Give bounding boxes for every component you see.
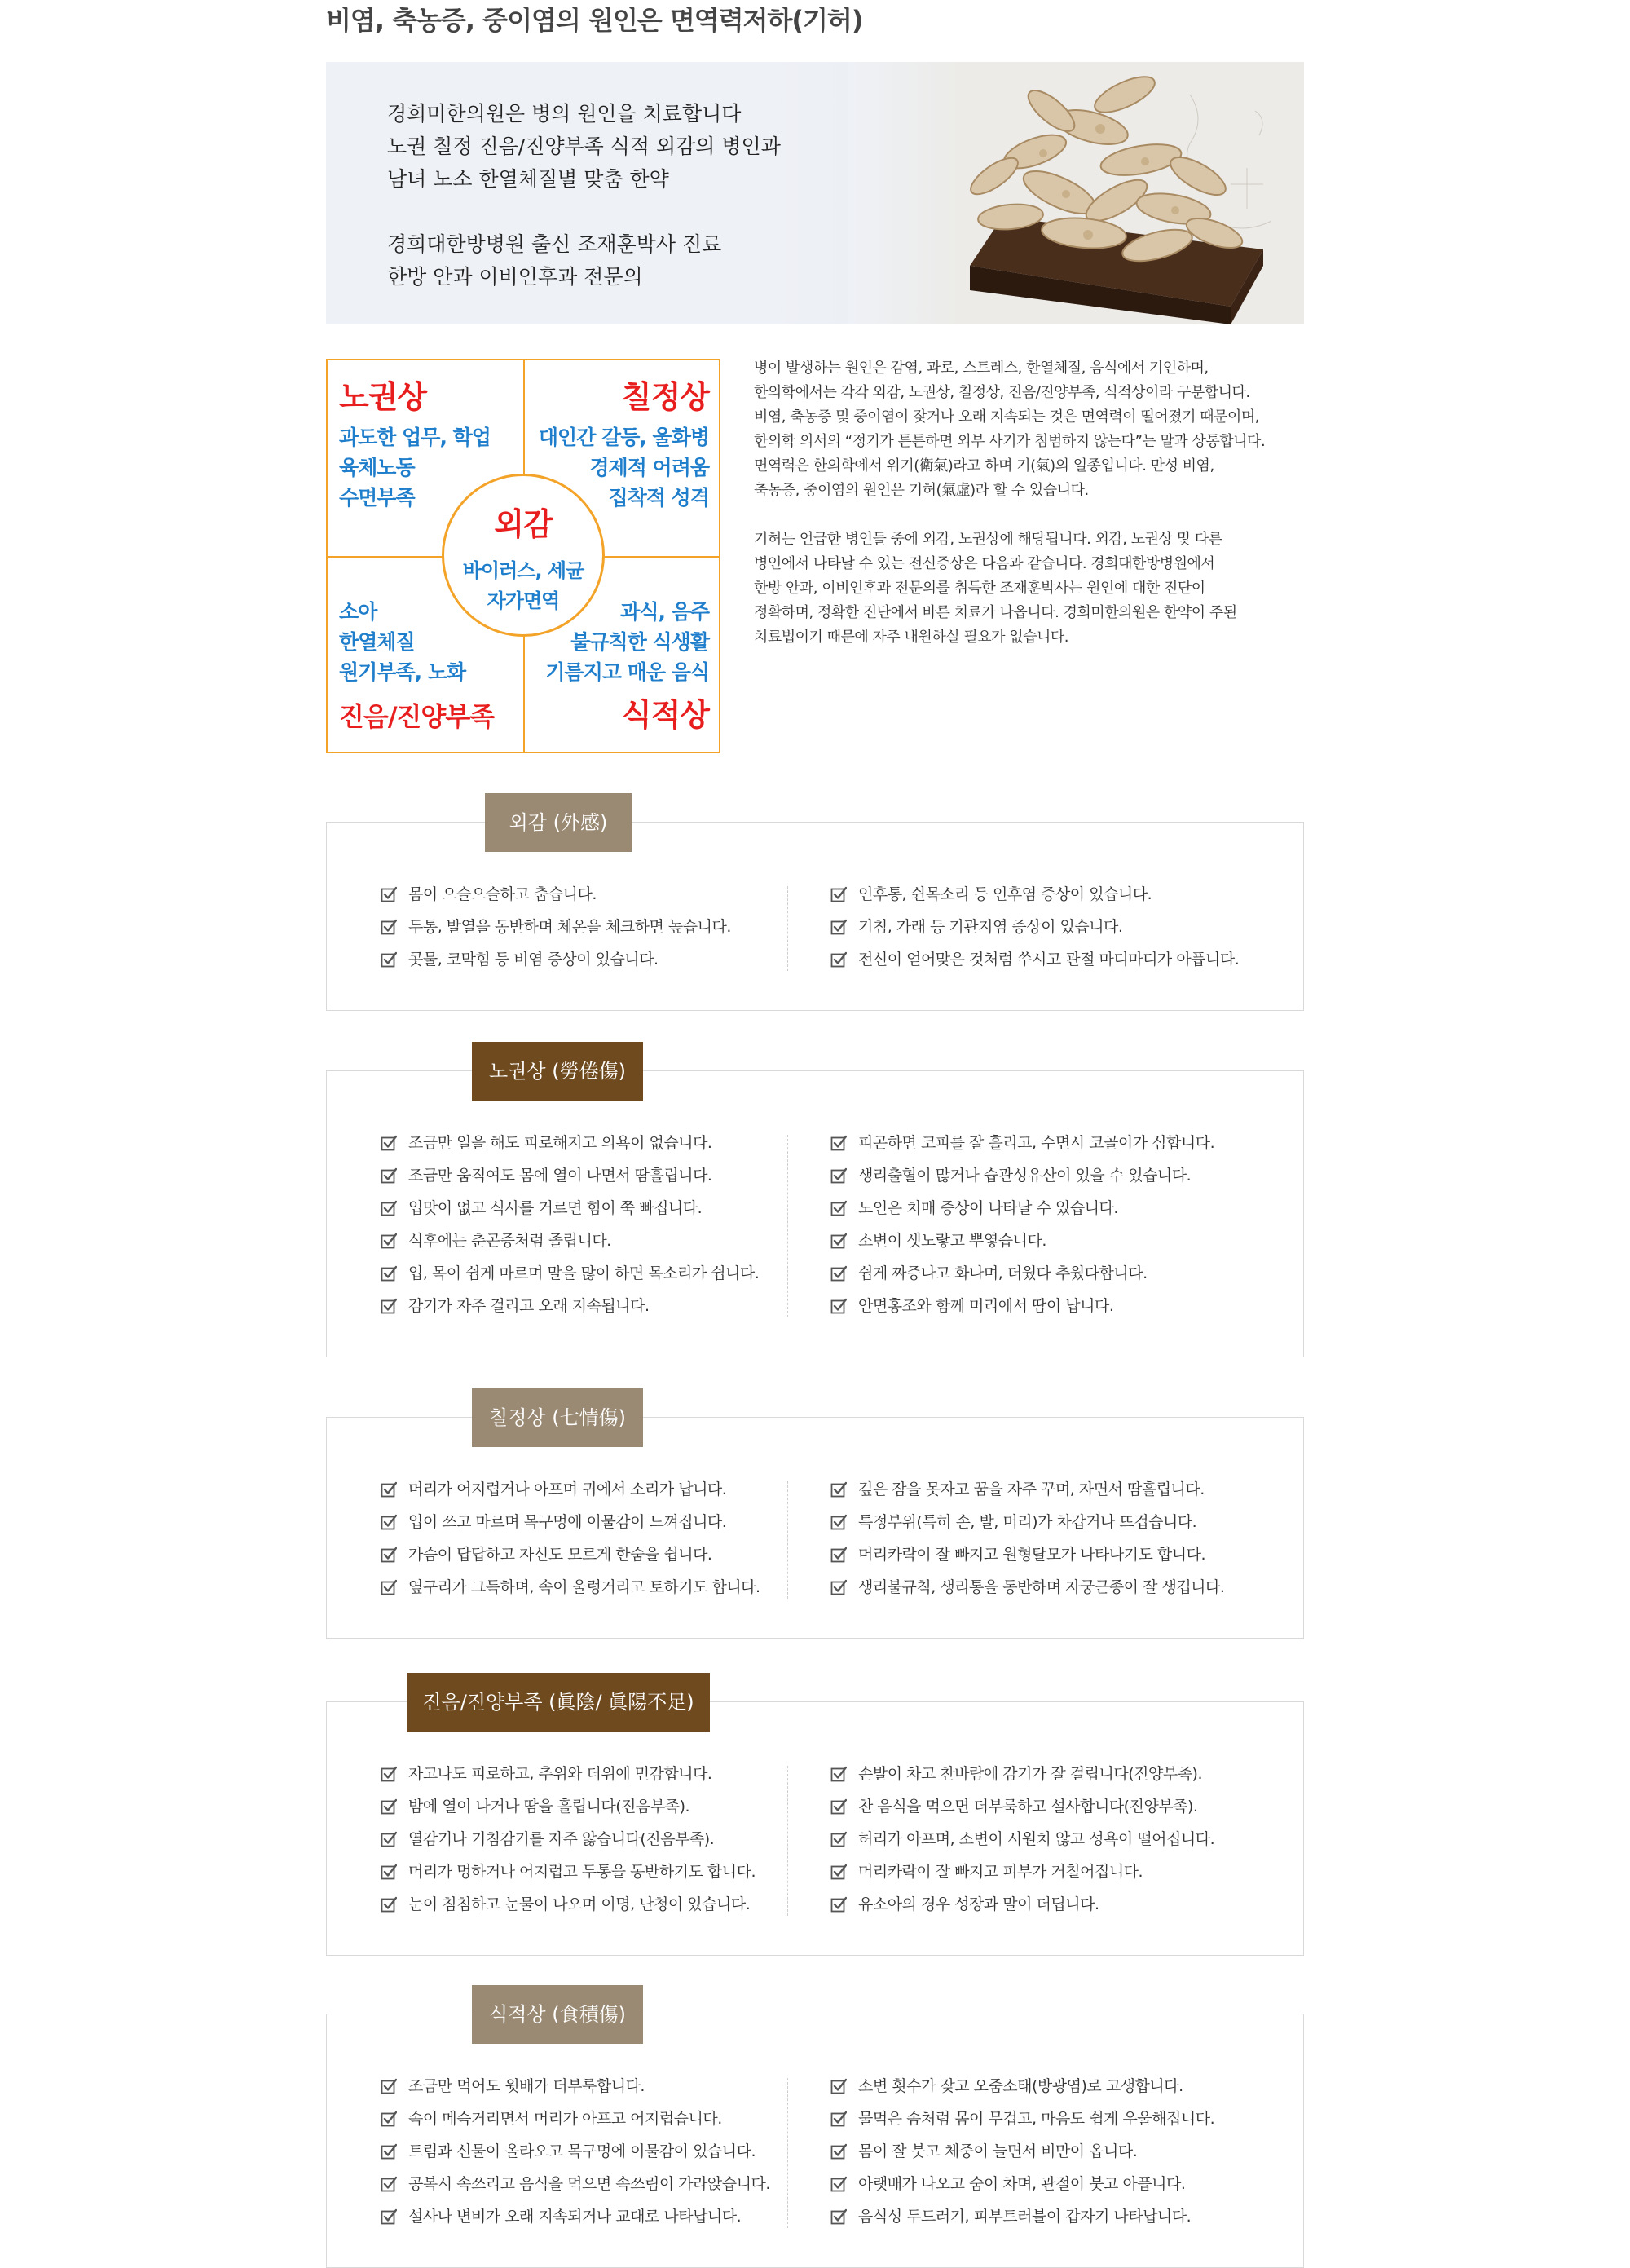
column-divider bbox=[787, 1766, 788, 1916]
description-line: 축농증, 중이염의 원인은 기허(氣虛)라 할 수 있습니다. bbox=[754, 482, 1089, 499]
symptom-text: 허리가 아프며, 소변이 시원치 않고 성욕이 떨어집니다. bbox=[858, 1830, 1215, 1848]
symptom-text: 노인은 치매 증상이 나타날 수 있습니다. bbox=[858, 1199, 1118, 1217]
symptom-text: 머리가 어지럽거나 아프며 귀에서 소리가 납니다. bbox=[408, 1480, 727, 1498]
checkbox-icon bbox=[381, 1167, 397, 1184]
symptom-item bbox=[830, 2070, 1214, 2103]
diagram-line: 원기부족, 노화 bbox=[339, 660, 466, 684]
symptom-text: 인후통, 쉰목소리 등 인후염 증상이 있습니다. bbox=[858, 885, 1152, 903]
symptom-item bbox=[830, 911, 1239, 943]
symptom-column-left bbox=[381, 1473, 760, 1604]
symptom-text: 눈이 침침하고 눈물이 나오며 이명, 난청이 있습니다. bbox=[408, 1895, 751, 1913]
section-label: 칠정상 (七情傷) bbox=[472, 1388, 643, 1447]
section-label: 식적상 (食積傷) bbox=[472, 1985, 643, 2044]
symptom-text: 쉽게 짜증나고 화나며, 더웠다 추웠다합니다. bbox=[858, 1264, 1148, 1282]
symptom-item bbox=[830, 2135, 1214, 2168]
symptom-section bbox=[326, 1691, 1304, 1956]
diagram-line: 수면부족 bbox=[339, 486, 415, 510]
checkbox-icon bbox=[830, 2078, 847, 2094]
symptom-item bbox=[830, 943, 1239, 976]
checkbox-icon bbox=[381, 2111, 397, 2127]
diagram-line: 경제적 어려움 bbox=[589, 456, 709, 479]
symptom-item bbox=[830, 1159, 1214, 1192]
description-line: 면역력은 한의학에서 위기(衛氣)라고 하며 기(氣)의 일종입니다. 만성 비염, bbox=[754, 457, 1214, 474]
diagram-title-jineum: 진음/진양부족 bbox=[339, 701, 495, 732]
symptom-text: 두통, 발열을 동반하며 체온을 체크하면 높습니다. bbox=[408, 918, 731, 936]
symptom-text: 머리카락이 잘 빠지고 피부가 거칠어집니다. bbox=[858, 1863, 1143, 1881]
diagram-line: 집착적 성격 bbox=[608, 486, 709, 510]
checkbox-icon bbox=[830, 1167, 847, 1184]
symptom-item bbox=[381, 1257, 759, 1290]
checkbox-icon bbox=[830, 1233, 847, 1249]
symptom-text: 공복시 속쓰리고 음식을 먹으면 속쓰림이 가라앉습니다. bbox=[408, 2175, 770, 2193]
diagram-line: 한열체질 bbox=[339, 630, 415, 654]
symptom-item bbox=[830, 878, 1239, 911]
symptom-item bbox=[381, 1473, 760, 1506]
symptom-item bbox=[381, 2070, 770, 2103]
checkbox-icon bbox=[381, 1298, 397, 1314]
symptom-text: 찬 음식을 먹으면 더부룩하고 설사합니다(진양부족). bbox=[858, 1798, 1198, 1816]
symptom-column-left bbox=[381, 1127, 759, 1322]
symptom-text: 소변 횟수가 잦고 오줌소태(방광염)로 고생합니다. bbox=[858, 2077, 1183, 2095]
symptom-text: 조금만 움직여도 몸에 열이 나면서 땀흘립니다. bbox=[408, 1167, 712, 1185]
checkbox-icon bbox=[830, 2208, 847, 2225]
symptom-item bbox=[381, 2135, 770, 2168]
symptom-section bbox=[326, 1060, 1304, 1357]
symptom-item bbox=[830, 1506, 1224, 1538]
symptom-item bbox=[830, 2200, 1214, 2233]
column-divider bbox=[787, 886, 788, 971]
checkbox-icon bbox=[381, 1265, 397, 1282]
symptom-text: 식후에는 춘곤증처럼 졸립니다. bbox=[408, 1232, 611, 1250]
checkbox-icon bbox=[381, 1135, 397, 1151]
symptom-item bbox=[830, 1473, 1224, 1506]
symptom-item bbox=[830, 1790, 1214, 1823]
symptom-item bbox=[381, 1290, 759, 1322]
diagram-line: 육체노동 bbox=[339, 456, 415, 479]
symptom-item bbox=[830, 1290, 1214, 1322]
symptom-item bbox=[830, 1855, 1214, 1888]
symptom-item bbox=[381, 2168, 770, 2200]
symptom-text: 자고나도 피로하고, 추위와 더위에 민감합니다. bbox=[408, 1765, 712, 1783]
symptom-item bbox=[830, 1257, 1214, 1290]
symptom-item bbox=[830, 1758, 1214, 1790]
symptom-text: 입이 쓰고 마르며 목구멍에 이물감이 느껴집니다. bbox=[408, 1513, 727, 1531]
symptom-item bbox=[830, 1192, 1214, 1224]
diagram-center-circle bbox=[442, 474, 605, 637]
description-line: 기허는 언급한 병인들 중에 외감, 노권상에 해당됩니다. 외감, 노권상 및 다른 bbox=[754, 531, 1222, 548]
symptom-item bbox=[381, 1192, 759, 1224]
symptom-section bbox=[326, 2003, 1304, 2268]
checkbox-icon bbox=[381, 951, 397, 968]
checkbox-icon bbox=[381, 1831, 397, 1847]
symptom-text: 조금만 먹어도 윗배가 더부룩합니다. bbox=[408, 2077, 645, 2095]
symptom-text: 깊은 잠을 못자고 꿈을 자주 꾸며, 자면서 땀흘립니다. bbox=[858, 1480, 1205, 1498]
checkbox-icon bbox=[381, 2176, 397, 2192]
symptom-item bbox=[830, 1127, 1214, 1159]
diagram-line: 불규칙한 식생활 bbox=[570, 630, 709, 654]
hero-line: 노권 칠정 진음/진양부족 식적 외감의 병인과 bbox=[387, 135, 781, 158]
symptom-text: 소변이 샛노랗고 뿌옇습니다. bbox=[858, 1232, 1046, 1250]
herbal-medicine-image bbox=[848, 62, 1304, 324]
symptom-section bbox=[326, 1406, 1304, 1639]
symptom-text: 안면홍조와 함께 머리에서 땀이 납니다. bbox=[858, 1297, 1114, 1315]
cause-diagram bbox=[326, 359, 720, 753]
checkbox-icon bbox=[830, 2111, 847, 2127]
symptom-item bbox=[381, 1571, 760, 1604]
symptom-text: 유소아의 경우 성장과 말이 더딥니다. bbox=[858, 1895, 1099, 1913]
description-text bbox=[754, 356, 1308, 674]
symptom-text: 설사나 변비가 오래 지속되거나 교대로 나타납니다. bbox=[408, 2208, 742, 2226]
symptom-text: 아랫배가 나오고 숨이 차며, 관절이 붓고 아픕니다. bbox=[858, 2175, 1186, 2193]
checkbox-icon bbox=[830, 2143, 847, 2160]
description-line: 비염, 축농증 및 중이염이 잦거나 오래 지속되는 것은 면역력이 떨어졌기 때문이며, bbox=[754, 408, 1259, 426]
symptom-column-left bbox=[381, 1758, 756, 1921]
symptom-text: 입, 목이 쉽게 마르며 말을 많이 하면 목소리가 쉽니다. bbox=[408, 1264, 760, 1282]
checkbox-icon bbox=[830, 1831, 847, 1847]
checkbox-icon bbox=[381, 919, 397, 935]
checkbox-icon bbox=[381, 1864, 397, 1880]
checkbox-icon bbox=[381, 2143, 397, 2160]
diagram-lines-oegam bbox=[444, 556, 602, 616]
checkbox-icon bbox=[381, 1514, 397, 1530]
symptom-text: 머리카락이 잘 빠지고 원형탈모가 나타나기도 합니다. bbox=[858, 1546, 1206, 1564]
symptom-item bbox=[381, 878, 731, 911]
symptom-text: 속이 메슥거리면서 머리가 아프고 어지럽습니다. bbox=[408, 2110, 722, 2128]
diagram-line: 기름지고 매운 음식 bbox=[545, 660, 709, 684]
symptom-column-right bbox=[830, 2070, 1214, 2233]
checkbox-icon bbox=[381, 1233, 397, 1249]
description-line: 정확하며, 정확한 진단에서 바른 치료가 나옵니다. 경희미한의원은 한약이 주된 bbox=[754, 604, 1237, 621]
symptom-item bbox=[381, 2103, 770, 2135]
symptom-item bbox=[381, 911, 731, 943]
description-paragraph-2 bbox=[754, 527, 1308, 650]
description-line: 한의학에서는 각각 외감, 노권상, 칠정상, 진음/진양부족, 식적상이라 구분합니다. bbox=[754, 384, 1250, 401]
section-label: 외감 (外感) bbox=[485, 793, 632, 852]
checkbox-icon bbox=[381, 1896, 397, 1913]
checkbox-icon bbox=[381, 1766, 397, 1782]
symptom-item bbox=[830, 1888, 1214, 1921]
symptom-item bbox=[381, 1758, 756, 1790]
symptom-item bbox=[381, 1823, 756, 1855]
hero-text bbox=[387, 98, 781, 293]
description-line: 치료법이기 때문에 자주 내원하실 필요가 없습니다. bbox=[754, 629, 1068, 646]
checkbox-icon bbox=[830, 951, 847, 968]
diagram-line: 소아 bbox=[339, 600, 377, 624]
symptom-text: 음식성 두드러기, 피부트러블이 갑자기 나타납니다. bbox=[858, 2208, 1192, 2226]
checkbox-icon bbox=[830, 1547, 847, 1563]
hero-banner bbox=[326, 62, 1304, 324]
symptom-section bbox=[326, 811, 1304, 1011]
symptom-column-left bbox=[381, 2070, 770, 2233]
symptom-column-right bbox=[830, 1758, 1214, 1921]
diagram-line: 대인간 갈등, 울화병 bbox=[538, 426, 709, 449]
diagram-line: 과식, 음주 bbox=[620, 600, 709, 624]
section-label: 진음/진양부족 (眞陰/ 眞陽不足) bbox=[407, 1673, 710, 1732]
symptom-item bbox=[830, 1571, 1224, 1604]
symptom-item bbox=[381, 2200, 770, 2233]
hero-line: 남녀 노소 한열체질별 맞춤 한약 bbox=[387, 167, 669, 191]
checkbox-icon bbox=[830, 919, 847, 935]
symptom-text: 특정부위(특히 손, 발, 머리)가 차갑거나 뜨겁습니다. bbox=[858, 1513, 1197, 1531]
checkbox-icon bbox=[381, 2208, 397, 2225]
symptom-text: 손발이 차고 찬바람에 감기가 잘 걸립니다(진양부족). bbox=[858, 1765, 1202, 1783]
column-divider bbox=[787, 1481, 788, 1599]
diagram-title-nogwonsang: 노권상 bbox=[339, 379, 427, 415]
diagram-title-chiljeongsang: 칠정상 bbox=[621, 379, 709, 415]
symptom-item bbox=[830, 2103, 1214, 2135]
symptom-item bbox=[381, 1888, 756, 1921]
symptom-text: 몸이 으슬으슬하고 춥습니다. bbox=[408, 885, 597, 903]
symptom-item bbox=[830, 1823, 1214, 1855]
symptom-column-left bbox=[381, 878, 731, 976]
checkbox-icon bbox=[381, 1579, 397, 1595]
symptom-item bbox=[381, 1790, 756, 1823]
diagram-line: 바이러스, 세균 bbox=[462, 559, 584, 582]
symptom-item bbox=[381, 1159, 759, 1192]
symptom-item bbox=[381, 1506, 760, 1538]
diagram-line: 자가면역 bbox=[487, 589, 560, 612]
checkbox-icon bbox=[830, 1200, 847, 1216]
checkbox-icon bbox=[830, 1135, 847, 1151]
checkbox-icon bbox=[381, 886, 397, 902]
checkbox-icon bbox=[830, 1798, 847, 1815]
symptom-text: 감기가 자주 걸리고 오래 지속됩니다. bbox=[408, 1297, 650, 1315]
checkbox-icon bbox=[830, 1298, 847, 1314]
symptom-item bbox=[830, 1538, 1224, 1571]
diagram-title-oegam: 외감 bbox=[494, 506, 553, 542]
column-divider bbox=[787, 2078, 788, 2228]
description-line: 병이 발생하는 원인은 감염, 과로, 스트레스, 한열체질, 음식에서 기인하며, bbox=[754, 360, 1209, 377]
description-line: 한의학 의서의 “정기가 튼튼하면 외부 사기가 침범하지 않는다”는 말과 상통합니다. bbox=[754, 433, 1266, 450]
symptom-text: 생리불규칙, 생리통을 동반하며 자궁근종이 잘 생깁니다. bbox=[858, 1578, 1225, 1596]
symptom-column-right bbox=[830, 878, 1239, 976]
checkbox-icon bbox=[830, 1265, 847, 1282]
checkbox-icon bbox=[830, 886, 847, 902]
symptom-text: 전신이 얻어맞은 것처럼 쑤시고 관절 마디마디가 아픕니다. bbox=[858, 951, 1240, 969]
symptom-text: 생리출혈이 많거나 습관성유산이 있을 수 있습니다. bbox=[858, 1167, 1192, 1185]
section-label: 노권상 (勞倦傷) bbox=[472, 1042, 643, 1101]
diagram-title-sikjeoksang: 식적상 bbox=[621, 697, 709, 733]
symptom-item bbox=[830, 2168, 1214, 2200]
hero-line: 경희대한방병원 출신 조재훈박사 진료 bbox=[387, 232, 722, 256]
checkbox-icon bbox=[830, 1896, 847, 1913]
diagram-line: 과도한 업무, 학업 bbox=[339, 426, 491, 449]
symptom-text: 피곤하면 코피를 잘 흘리고, 수면시 코골이가 심합니다. bbox=[858, 1134, 1215, 1152]
checkbox-icon bbox=[381, 2078, 397, 2094]
symptom-item bbox=[381, 1224, 759, 1257]
checkbox-icon bbox=[830, 1514, 847, 1530]
symptom-text: 열감기나 기침감기를 자주 앓습니다(진음부족). bbox=[408, 1830, 715, 1848]
symptom-item bbox=[381, 1538, 760, 1571]
column-divider bbox=[787, 1135, 788, 1317]
symptom-text: 머리가 멍하거나 어지럽고 두통을 동반하기도 합니다. bbox=[408, 1863, 756, 1881]
checkbox-icon bbox=[830, 2176, 847, 2192]
symptom-text: 트림과 신물이 올라오고 목구멍에 이물감이 있습니다. bbox=[408, 2142, 756, 2160]
description-paragraph-1 bbox=[754, 356, 1308, 503]
hero-line: 경희미한의원은 병의 원인을 치료합니다 bbox=[387, 102, 742, 126]
symptom-item bbox=[381, 943, 731, 976]
description-line: 한방 안과, 이비인후과 전문의를 취득한 조재훈박사는 원인에 대한 진단이 bbox=[754, 580, 1205, 597]
symptom-text: 가슴이 답답하고 자신도 모르게 한숨을 쉽니다. bbox=[408, 1546, 712, 1564]
symptom-column-right bbox=[830, 1473, 1224, 1604]
symptom-text: 기침, 가래 등 기관지염 증상이 있습니다. bbox=[858, 918, 1123, 936]
hero-line: 한방 안과 이비인후과 전문의 bbox=[387, 265, 643, 289]
symptom-text: 콧물, 코막힘 등 비염 증상이 있습니다. bbox=[408, 951, 659, 969]
symptom-text: 몸이 잘 붓고 체중이 늘면서 비만이 옵니다. bbox=[858, 2142, 1138, 2160]
symptom-text: 조금만 일을 해도 피로해지고 의욕이 없습니다. bbox=[408, 1134, 712, 1152]
checkbox-icon bbox=[381, 1798, 397, 1815]
page-title: 비염, 축농증, 중이염의 원인은 면역력저하(기허) bbox=[326, 5, 863, 36]
symptom-text: 입맛이 없고 식사를 거르면 힘이 쭉 빠집니다. bbox=[408, 1199, 703, 1217]
checkbox-icon bbox=[381, 1547, 397, 1563]
checkbox-icon bbox=[381, 1200, 397, 1216]
symptom-text: 밤에 열이 나거나 땀을 흘립니다(진음부족). bbox=[408, 1798, 690, 1816]
symptom-text: 옆구리가 그득하며, 속이 울렁거리고 토하기도 합니다. bbox=[408, 1578, 760, 1596]
checkbox-icon bbox=[830, 1481, 847, 1498]
symptom-column-right bbox=[830, 1127, 1214, 1322]
description-line: 병인에서 나타날 수 있는 전신증상은 다음과 같습니다. 경희대한방병원에서 bbox=[754, 555, 1215, 572]
checkbox-icon bbox=[830, 1579, 847, 1595]
symptom-item bbox=[381, 1855, 756, 1888]
checkbox-icon bbox=[830, 1766, 847, 1782]
symptom-text: 물먹은 솜처럼 몸이 무겁고, 마음도 쉽게 우울해집니다. bbox=[858, 2110, 1215, 2128]
checkbox-icon bbox=[830, 1864, 847, 1880]
symptom-item bbox=[830, 1224, 1214, 1257]
symptom-item bbox=[381, 1127, 759, 1159]
checkbox-icon bbox=[381, 1481, 397, 1498]
